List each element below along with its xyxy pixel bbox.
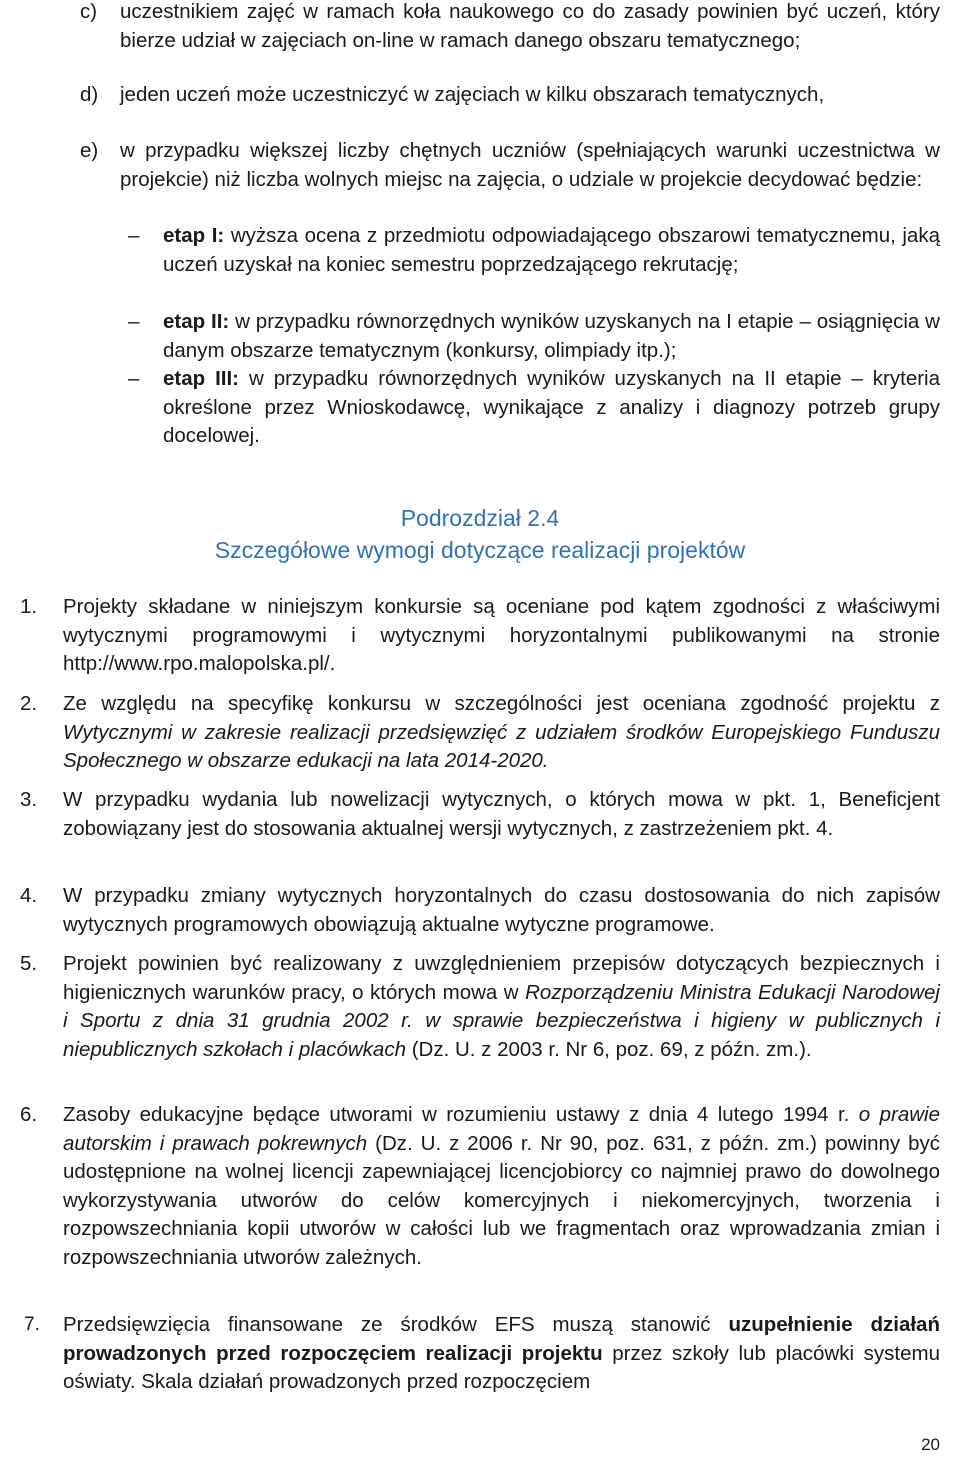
list-label-c: c): [80, 0, 98, 23]
item-7-text-a: Przedsięwzięcia finansowane ze środków EFS muszą stanowić: [63, 1313, 729, 1336]
item-2-text-b: Wytycznymi w zakresie realizacji przedsięwzięć z udziałem środków Europejskiego Funduszu Społecznego w obszarze edukacji na lata 2014-2020.: [63, 720, 940, 772]
item-5-text: [63, 950, 940, 1064]
stage-2: [163, 308, 940, 365]
list-label-e: e): [80, 139, 99, 162]
section-subtitle: Szczegółowe wymogi dotyczące realizacji projektów: [214, 537, 746, 563]
item-6-text-a: Zasoby edukacyjne będące utworami w rozumieniu ustawy z dnia 4 lutego 1994 r.: [63, 1103, 859, 1126]
page-number: 20: [921, 1435, 940, 1454]
stage-1-label: etap I:: [163, 224, 225, 247]
item-5-number: 5.: [20, 952, 38, 975]
item-6-number: 6.: [20, 1103, 38, 1126]
stage-1-text: wyższa ocena z przedmiotu odpowiadającego obszarowi tematycznemu, jaką uczeń uzyskał na koniec semestru poprzedzającego rekrutację;: [163, 224, 940, 276]
item-7-text: [63, 1311, 940, 1397]
item-1-number: 1.: [20, 595, 38, 618]
item-6-text: [63, 1101, 940, 1272]
item-2-text: [63, 690, 940, 776]
item-2-number: 2.: [20, 692, 38, 715]
item-4-text: W przypadku zmiany wytycznych horyzontalnych do czasu dostosowania do nich zapisów wytycznych programowych obowiązują aktualne wytyczne programowe.: [63, 884, 940, 936]
item-7-number: 7.: [24, 1314, 40, 1335]
section-title: Podrozdział 2.4: [400, 505, 560, 531]
stage-3: [163, 365, 940, 451]
list-item-c: uczestnikiem zajęć w ramach koła naukowego co do zasady powinien być uczeń, który bierze udział w zajęciach on-line w ramach danego obszaru tematycznego;: [120, 0, 940, 52]
item-5-text-b: Rozporządzeniu Ministra Edukacji Narodowej i Sportu z dnia 31 grudnia 2002 r. w sprawie bezpieczeństwa i higieny w publicznych i niepublicznych szkołach i placówkach: [63, 980, 940, 1061]
item-3-text: W przypadku wydania lub nowelizacji wytycznych, o których mowa w pkt. 1, Beneficjent zobowiązany jest do stosowania aktualnej wersji wytycznych, z zastrzeżeniem pkt. 4.: [63, 788, 940, 840]
item-6-text-c: (Dz. U. z 2006 r. Nr 90, poz. 631, z późn. zm.) powinny być udostępnione na wolnej licencji zapewniającej licencjobiorcy co najmniej prawo do dowolnego wykorzystywania utworów do celów komercyjnych i niekomercyjnych, tworzenia i rozpowszechniania kopii utworów w całości lub we fragmentach oraz wprowadzania zmian i rozpowszechniania utworów zależnych.: [63, 1131, 940, 1269]
stage-2-dash: –: [128, 310, 140, 333]
item-2-text-a: Ze względu na specyfikę konkursu w szczególności jest oceniana zgodność projektu z: [63, 692, 940, 715]
list-label-d: d): [80, 83, 99, 106]
stage-3-label: etap III:: [163, 367, 240, 390]
item-5-text-a: Projekt powinien być realizowany z uwzględnieniem przepisów dotyczących bezpiecznych i higienicznych warunków pracy, o których mowa w: [63, 952, 940, 1004]
item-7-text-c: przez szkoły lub placówki systemu oświaty. Skala działań prowadzonych przed rozpoczęciem: [63, 1341, 940, 1393]
list-item-e: w przypadku większej liczby chętnych uczniów (spełniających warunki uczestnictwa w projekcie) niż liczba wolnych miejsc na zajęcia, o udziale w projekcie decydować będzie:: [120, 139, 940, 191]
stage-1-dash: –: [128, 224, 140, 247]
stage-1: [163, 222, 940, 279]
stage-2-text: w przypadku równorzędnych wyników uzyskanych na I etapie – osiągnięcia w danym obszarze tematycznym (konkursy, olimpiady itp.);: [163, 310, 940, 362]
item-3-number: 3.: [20, 788, 38, 811]
list-item-d: jeden uczeń może uczestniczyć w zajęciach w kilku obszarach tematycznych,: [120, 83, 825, 106]
item-5-text-c: (Dz. U. z 2003 r. Nr 6, poz. 69, z późn. zm.).: [406, 1037, 812, 1061]
stage-2-label: etap II:: [163, 310, 230, 333]
stage-3-dash: –: [128, 367, 140, 390]
item-6-text-b: o prawie autorskim i prawach pokrewnych: [63, 1103, 940, 1155]
stage-3-text: w przypadku równorzędnych wyników uzyskanych na II etapie – kryteria określone przez Wnioskodawcę, wynikające z analizy i diagnozy potrzeb grupy docelowej.: [163, 367, 940, 447]
item-7-text-b: uzupełnienie działań prowadzonych przed rozpoczęciem realizacji projektu: [63, 1313, 940, 1365]
item-4-number: 4.: [20, 884, 38, 907]
item-1-text: Projekty składane w niniejszym konkursie są oceniane pod kątem zgodności z właściwymi wytycznymi programowymi i wytycznymi horyzontalnymi publikowanymi na stronie http://www.rpo.malopolska.pl/.: [63, 595, 940, 675]
